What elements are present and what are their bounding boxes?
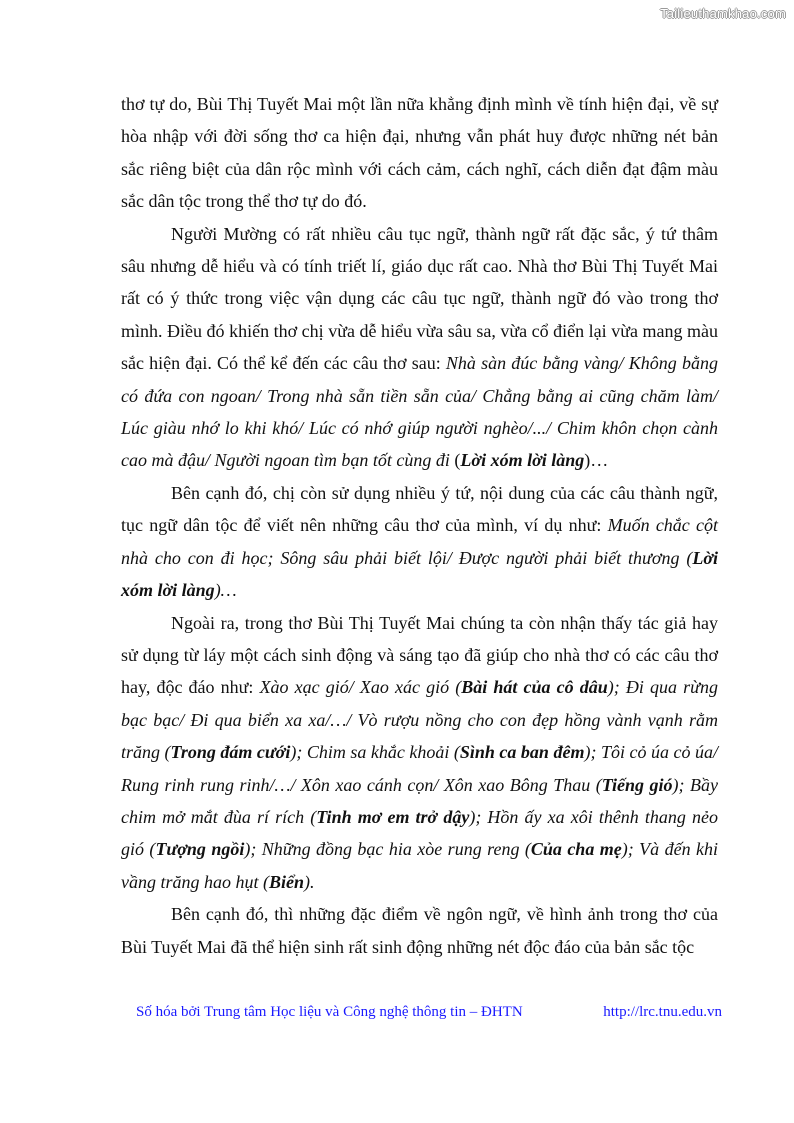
- quoted-verse: ); Hồn ấy xa xôi thênh thang nẻo gió (: [121, 806, 719, 860]
- quoted-verse: ); Bầy chim mở mắt đùa rí rích (: [121, 774, 718, 827]
- poem-title: Tiếng gió: [601, 774, 673, 795]
- quoted-verse: ); Những đồng bạc hia xòe rung reng (: [244, 839, 531, 860]
- watermark-text: Tailieuthamkhao.com: [660, 6, 786, 21]
- footer-credit: Số hóa bởi Trung tâm Học liệu và Công nghệ thông tin – ĐHTN: [136, 1004, 523, 1020]
- text-run: Người Mường có rất nhiều câu tục ngữ, thành ngữ rất đặc sắc, ý tứ thâm sâu nhưng dễ hiểu và có tính triết lí, giáo dục rất cao. Nhà thơ Bùi Thị Tuyết Mai rất có ý thức trong việc vận dụng các câu tục ngữ, thành ngữ đó vào trong thơ mình. Điều đó khiến thơ chị vừa dễ hiểu vừa sâu sa, vừa cổ điển lại vừa mang màu sắc hiện đại. Có thể kể đến các câu thơ sau:: [121, 223, 718, 374]
- poem-title: Sình ca ban đêm: [459, 742, 585, 763]
- quoted-verse: ).: [304, 871, 315, 892]
- poem-title: Tượng ngồi: [155, 839, 245, 860]
- poem-title: Lời xóm lời làng: [121, 547, 718, 601]
- paragraph: [121, 477, 718, 607]
- text-run: Bên cạnh đó, thì những đặc điểm về ngôn ngữ, về hình ảnh trong thơ của Bùi Tuyết Mai đã thể hiện sinh rất sinh động những nét độc đáo của bản sắc tộc: [121, 904, 718, 957]
- text-run: (: [449, 450, 461, 471]
- text-run: Ngoài ra, trong thơ Bùi Thị Tuyết Mai chúng ta còn nhận thấy tác giả hay sử dụng từ láy một cách sinh động và sáng tạo đã giúp cho nhà thơ có các câu thơ hay, độc đáo như:: [121, 612, 718, 698]
- quoted-verse: ); Đi qua rừng bạc bạc/ Đi qua biển xa xa/…/ Vò rượu nồng cho con đẹp hồng vành vạnh rằm trăng (: [121, 677, 718, 763]
- quoted-verse: )…: [214, 580, 237, 601]
- poem-title: Tinh mơ em trở dậy: [316, 806, 470, 827]
- poem-title: Của cha mẹ: [530, 839, 622, 860]
- text-run: Bên cạnh đó, chị còn sử dụng nhiều ý tứ, nội dung của các câu thành ngữ, tục ngữ dân tộc để viết nên những câu thơ của mình, ví dụ như:: [121, 482, 718, 536]
- quoted-verse: ); Và đến khi vầng trăng hao hụt (: [121, 839, 719, 892]
- quoted-verse: Muốn chắc cột nhà cho con đi học; Sông sâu phải biết lội/ Được người phải biết thương (: [121, 515, 719, 568]
- poem-title: Lời xóm lời làng: [460, 450, 585, 471]
- poem-title: Biển: [269, 871, 305, 892]
- quoted-verse: Nhà sàn đúc bằng vàng/ Không bằng có đứa con ngoan/ Trong nhà sẵn tiền sẵn của/ Chẳng bằng ai cũng chăm làm/ Lúc giàu nhớ lo khi khó/ Lúc có nhớ giúp người nghèo/.../ Chim khôn chọn cành cao mà đậu/ Người ngoan tìm bạn tốt cùng đi: [121, 353, 718, 471]
- text-run: )…: [584, 450, 609, 471]
- quoted-verse: ); Tôi cỏ úa cỏ úa/ Rung rinh rung rinh/…/ Xôn xao cánh cọn/ Xôn xao Bông Thau (: [121, 742, 719, 795]
- document-body: [121, 88, 718, 963]
- poem-title: Bài hát của cô dâu: [461, 677, 608, 698]
- quoted-verse: Xào xạc gió/ Xao xác gió (: [259, 677, 462, 698]
- paragraph: [121, 607, 718, 899]
- footer-link[interactable]: http://lrc.tnu.edu.vn: [603, 1004, 722, 1020]
- text-run: thơ tự do, Bùi Thị Tuyết Mai một lần nữa khẳng định mình về tính hiện đại, về sự hòa nhập với đời sống thơ ca hiện đại, nhưng vẫn phát huy được những nét bản sắc riêng biệt của dân rộc mình với cách cảm, cách nghĩ, cách diễn đạt đậm màu sắc dân tộc trong thể thơ tự do đó.: [121, 94, 718, 212]
- paragraph: [121, 218, 718, 477]
- poem-title: Trong đám cưới: [170, 742, 291, 763]
- quoted-verse: ); Chim sa khắc khoải (: [290, 742, 460, 763]
- page-footer: [136, 1004, 722, 1021]
- paragraph: [121, 898, 718, 963]
- paragraph: [121, 88, 718, 218]
